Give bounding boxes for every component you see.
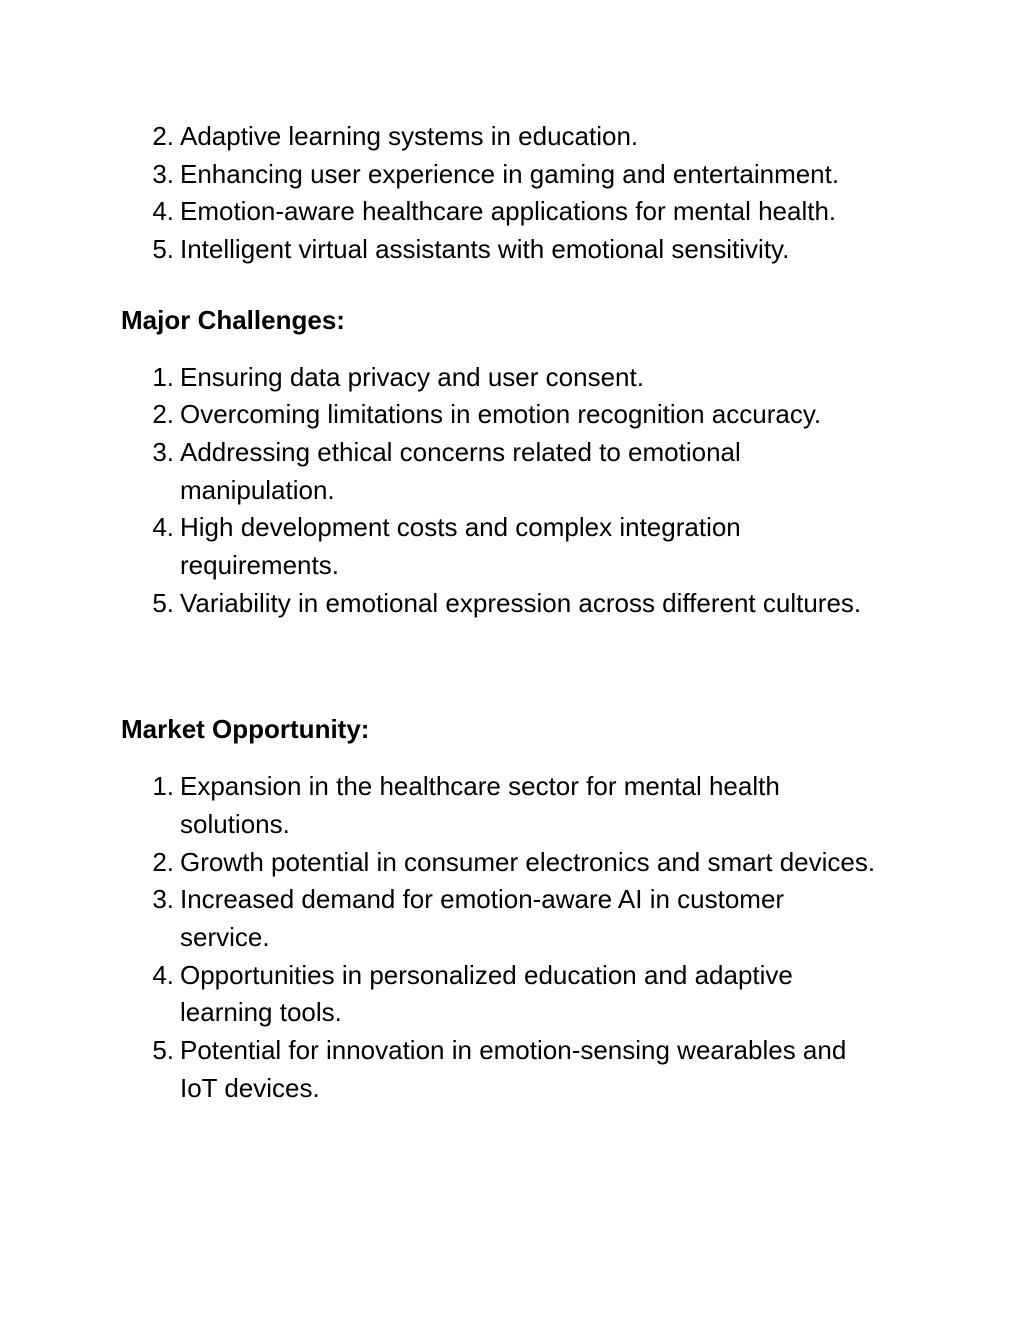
list-item-number: 3. bbox=[152, 158, 174, 189]
list-item-text: Adaptive learning systems in education. bbox=[180, 121, 639, 151]
list-item bbox=[121, 396, 921, 434]
list-item-text: Enhancing user experience in gaming and entertainment. bbox=[180, 158, 840, 189]
list-item-text: Opportunities in personalized education and adaptive learning tools. bbox=[180, 959, 793, 1028]
challenges-list bbox=[121, 359, 921, 623]
list-item-text: Expansion in the healthcare sector for mental health solutions. bbox=[180, 771, 780, 839]
list-item-number: 5. bbox=[152, 587, 174, 618]
list-item-text: High development costs and complex integration requirements. bbox=[180, 512, 741, 581]
list-item bbox=[121, 231, 921, 269]
list-item-text: Emotion-aware healthcare applications for mental health. bbox=[180, 196, 837, 227]
list-item-text: Variability in emotional expression across different cultures. bbox=[180, 587, 862, 618]
list-item bbox=[121, 844, 921, 882]
applications-list bbox=[121, 118, 921, 269]
list-item bbox=[121, 1032, 921, 1107]
list-item-number: 5. bbox=[152, 234, 174, 265]
challenges-heading: Major Challenges: bbox=[121, 304, 345, 335]
list-item-number: 4. bbox=[152, 196, 174, 227]
list-item bbox=[121, 359, 921, 397]
list-item-number: 2. bbox=[152, 846, 174, 877]
list-item-number: 5. bbox=[152, 1035, 174, 1066]
list-item-text: Increased demand for emotion-aware AI in customer service. bbox=[180, 884, 785, 952]
list-item bbox=[121, 585, 921, 623]
list-item bbox=[121, 957, 921, 1032]
list-item-number: 3. bbox=[152, 436, 174, 467]
list-item-number: 2. bbox=[152, 399, 174, 430]
list-item bbox=[121, 881, 921, 956]
list-item-number: 2. bbox=[152, 121, 174, 151]
list-item-text: Intelligent virtual assistants with emotional sensitivity. bbox=[180, 234, 790, 265]
list-item bbox=[121, 118, 921, 156]
document-page bbox=[121, 118, 921, 1107]
list-item-text: Overcoming limitations in emotion recognition accuracy. bbox=[180, 399, 822, 430]
list-item bbox=[121, 434, 921, 509]
list-item-text: Growth potential in consumer electronics and smart devices. bbox=[180, 846, 876, 877]
list-item-text: Addressing ethical concerns related to emotional manipulation. bbox=[180, 436, 741, 505]
market-list bbox=[121, 768, 921, 1107]
market-heading: Market Opportunity: bbox=[121, 714, 370, 745]
list-item bbox=[121, 156, 921, 194]
list-item-number: 1. bbox=[152, 771, 174, 802]
list-item-number: 3. bbox=[152, 884, 174, 915]
list-item bbox=[121, 193, 921, 231]
list-item-number: 4. bbox=[152, 512, 174, 543]
list-item-number: 1. bbox=[152, 361, 174, 392]
list-item-number: 4. bbox=[152, 959, 174, 990]
list-item-text: Ensuring data privacy and user consent. bbox=[180, 361, 644, 392]
list-item bbox=[121, 509, 921, 584]
list-item bbox=[121, 768, 921, 843]
list-item-text: Potential for innovation in emotion-sensing wearables and IoT devices. bbox=[180, 1035, 847, 1103]
